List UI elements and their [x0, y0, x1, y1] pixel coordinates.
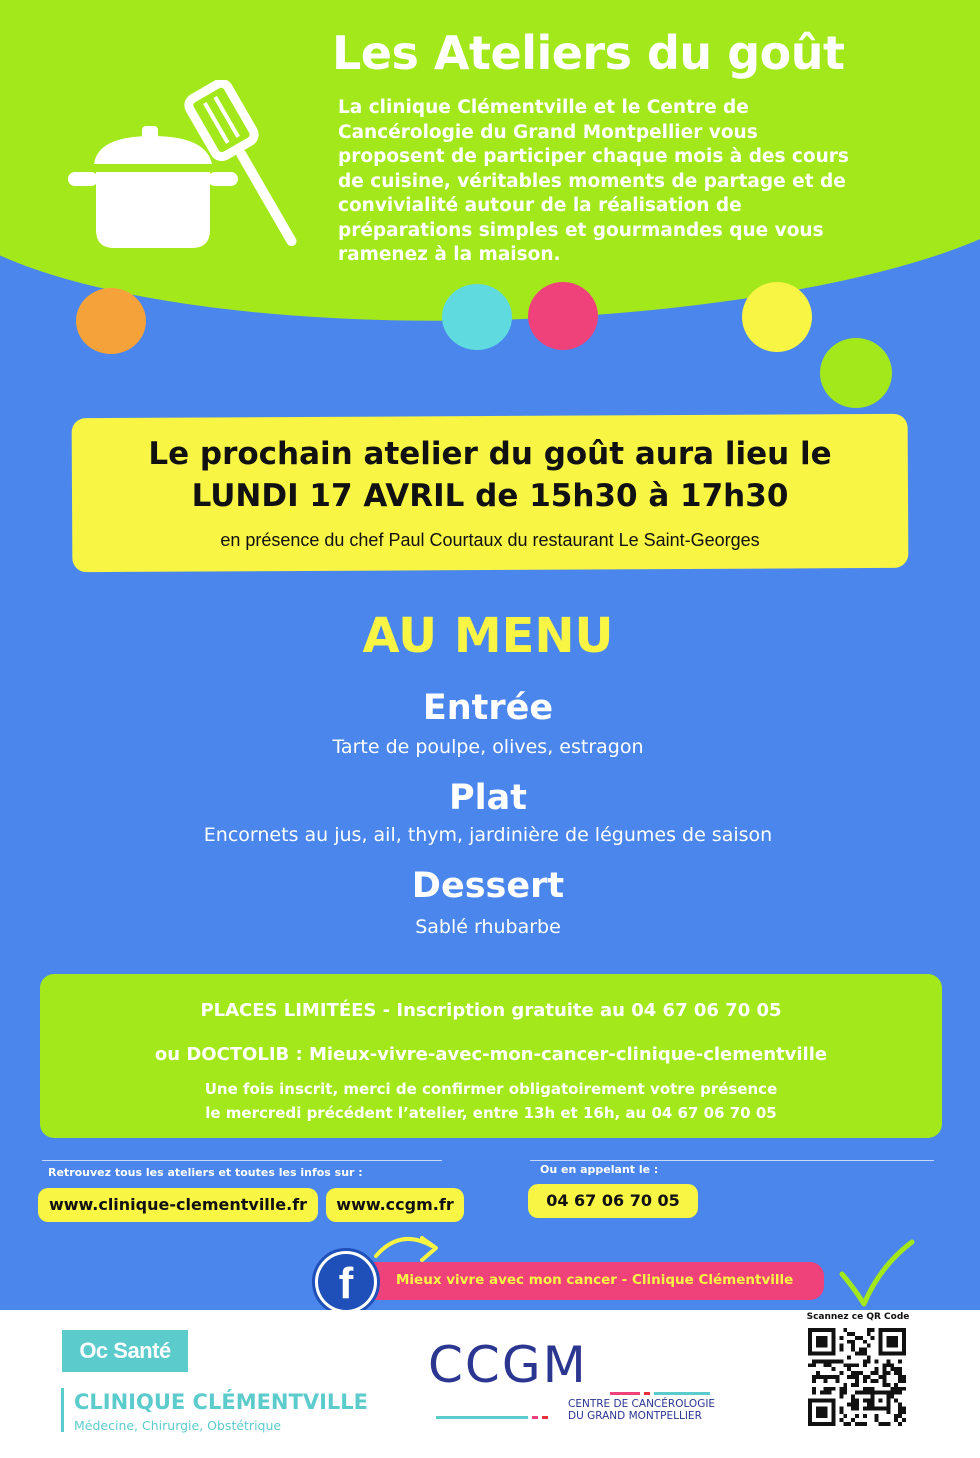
intro-line: préparations simples et gourmandes que vous	[338, 219, 824, 241]
clinic-subtitle: Médecine, Chirurgie, Obstétrique	[74, 1418, 282, 1433]
ccgm-subtitle-line: CENTRE DE CANCÉROLOGIE	[568, 1398, 716, 1410]
cooking-pot-spatula-icon	[60, 80, 300, 270]
next-workshop-chef: en présence du chef Paul Courtaux du restaurant Le Saint-Georges	[220, 530, 760, 550]
facebook-icon[interactable]: f	[318, 1254, 374, 1310]
next-workshop-line1: Le prochain atelier du goût aura lieu le	[148, 436, 832, 472]
cyan-dot	[442, 284, 512, 350]
qr-code-icon[interactable]	[808, 1328, 906, 1426]
intro-line: proposent de participer chaque mois à des cours	[338, 146, 849, 167]
clinic-bar	[61, 1388, 64, 1432]
phone-label: Ou en appelant le :	[540, 1163, 659, 1176]
intro-line: de cuisine, véritables moments de partage et de	[338, 170, 846, 192]
orange-dot	[76, 288, 146, 354]
clinic-name: CLINIQUE CLÉMENTVILLE	[74, 1390, 369, 1414]
intro-text	[338, 96, 938, 268]
course-plat-title: Plat	[449, 778, 527, 818]
course-entree-dish: Tarte de poulpe, olives, estragon	[332, 736, 644, 758]
course-entree-title: Entrée	[422, 688, 554, 728]
ccgm-logo: CCGM	[428, 1336, 588, 1394]
registration-confirm: Une fois inscrit, merci de confirmer obligatoirement votre présence	[204, 1080, 778, 1098]
web-label: Retrouvez tous les ateliers et toutes les infos sur :	[48, 1166, 363, 1179]
pink-dot	[528, 282, 598, 350]
intro-line: convivialité autour de la réalisation de	[338, 195, 742, 216]
ccgm-subtitle-line: DU GRAND MONTPELLIER	[568, 1410, 702, 1422]
facebook-page-name[interactable]: Mieux vivre avec mon cancer - Clinique Clémentville	[396, 1272, 794, 1288]
intro-line: Cancérologie du Grand Montpellier vous	[338, 121, 758, 143]
curved-arrow-icon	[370, 1226, 460, 1272]
phone-pill[interactable]: 04 67 06 70 05	[528, 1184, 698, 1218]
yellow-dot	[742, 282, 812, 352]
course-dessert-dish: Sablé rhubarbe	[415, 916, 561, 938]
qr-label: Scannez ce QR Code	[806, 1312, 910, 1322]
website-ccgm-link[interactable]: www.ccgm.fr	[326, 1188, 464, 1222]
website-clinique-link[interactable]: www.clinique-clementville.fr	[38, 1188, 318, 1222]
menu-title: AU MENU	[362, 608, 614, 664]
course-dessert-title: Dessert	[411, 866, 565, 906]
ccgm-subtitle	[568, 1398, 715, 1422]
checkmark-icon	[836, 1238, 920, 1312]
registration-confirm-time: le mercredi précédent l’atelier, entre 13h et 16h, au 04 67 06 70 05	[205, 1104, 777, 1122]
intro-line: ramenez à la maison.	[338, 244, 561, 265]
registration-doctolib: ou DOCTOLIB : Mieux-vivre-avec-mon-cancer-clinique-clementville	[154, 1044, 828, 1065]
divider	[42, 1160, 442, 1161]
intro-line: La clinique Clémentville et le Centre de	[338, 97, 749, 118]
next-workshop-date: LUNDI 17 AVRIL de 15h30 à 17h30	[191, 478, 789, 514]
page-title: Les Ateliers du goût	[332, 26, 845, 80]
green-dot	[820, 338, 892, 408]
divider	[530, 1160, 934, 1161]
course-plat-dish: Encornets au jus, ail, thym, jardinière de légumes de saison	[203, 824, 773, 846]
ocsante-logo: Oc Santé	[62, 1330, 188, 1372]
registration-places: PLACES LIMITÉES - Inscription gratuite au 04 67 06 70 05	[200, 1000, 782, 1021]
